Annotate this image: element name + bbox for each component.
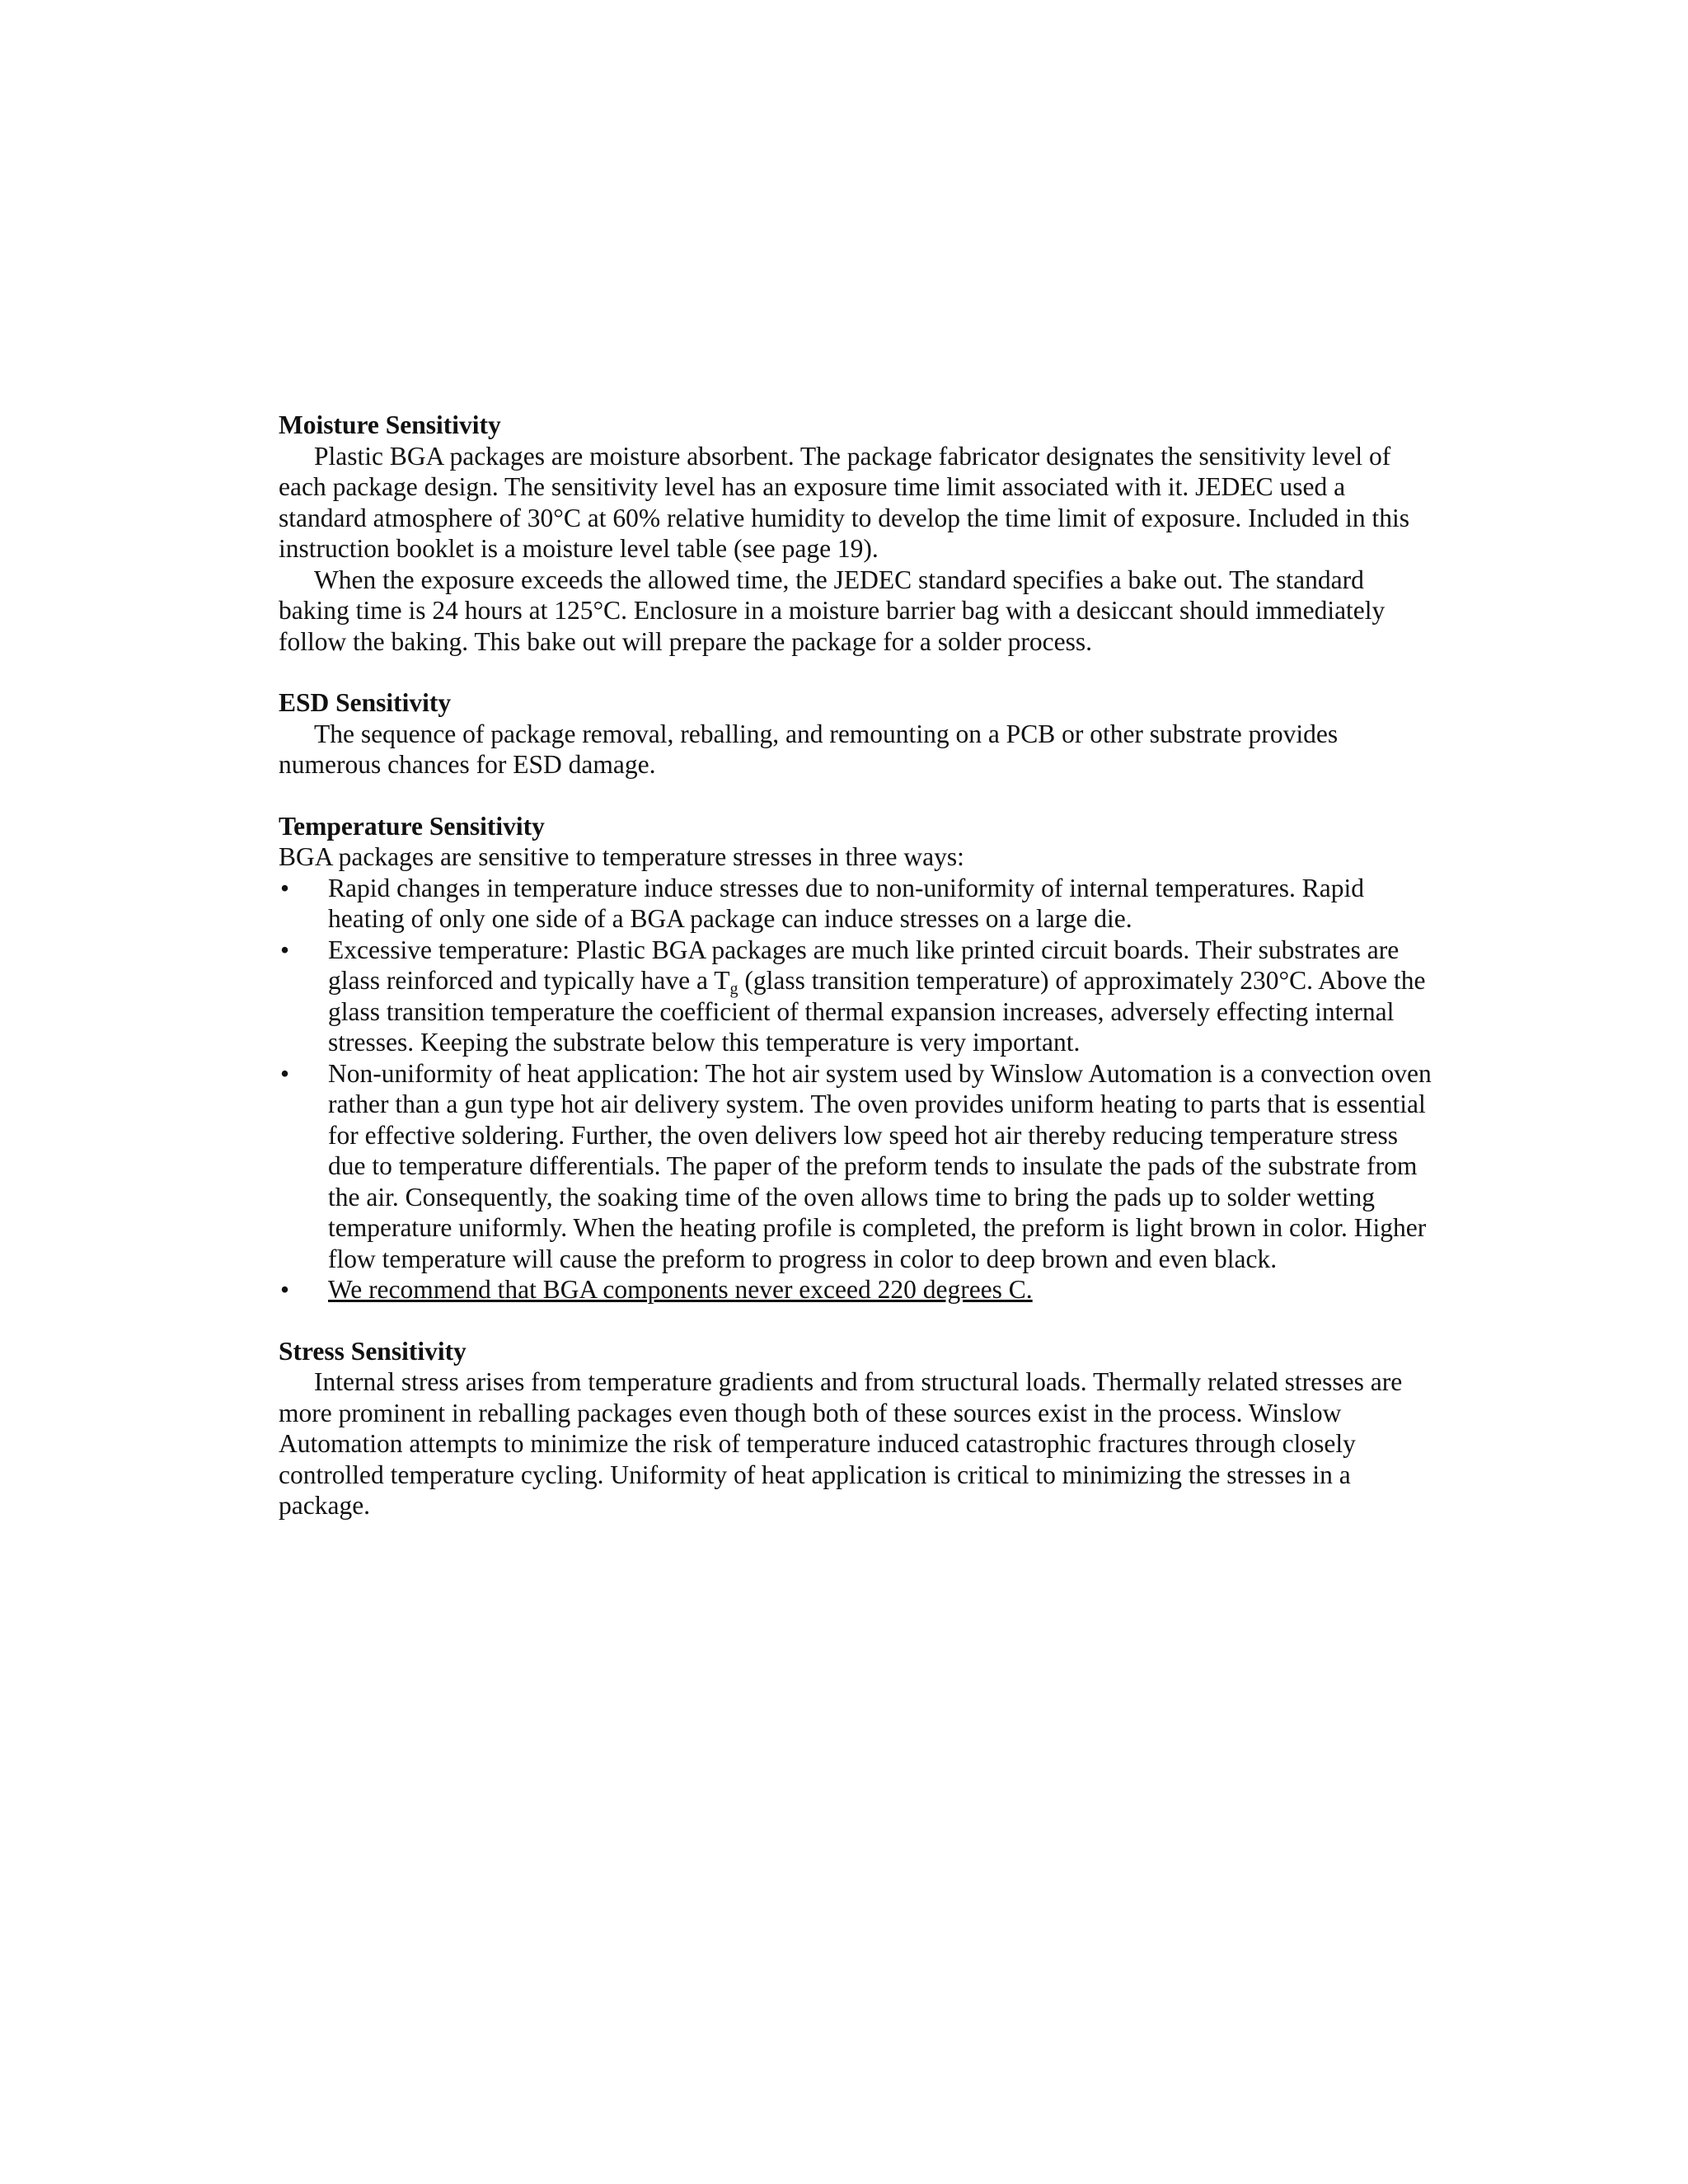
section-heading: Moisture Sensitivity bbox=[279, 410, 501, 439]
bullet-list bbox=[279, 873, 1432, 1305]
bullet-icon: • bbox=[280, 1058, 290, 1088]
bullet-icon: • bbox=[280, 1275, 290, 1304]
paragraph: The sequence of package removal, reballing, and remounting on a PCB or other substrate provides numerous chances for ESD damage. bbox=[279, 719, 1339, 779]
paragraph: BGA packages are sensitive to temperature stresses in three ways: bbox=[279, 842, 964, 871]
esd-section bbox=[279, 687, 1432, 780]
bullet-icon: • bbox=[280, 873, 290, 902]
bullet-icon: • bbox=[280, 935, 290, 964]
paragraph: Internal stress arises from temperature gradients and from structural loads. Thermally related stresses are more prominent in reballing packages even though both of these sources exist in the process. Winslow Automation attempts to minimize the risk of temperature induced catastrophic fractures through closely controlled temperature cycling. Uniformity of heat application is critical to minimizing the stresses in a package. bbox=[279, 1367, 1403, 1520]
moisture-section bbox=[279, 410, 1432, 657]
document-page bbox=[279, 410, 1432, 1552]
section-heading: ESD Sensitivity bbox=[279, 688, 452, 717]
paragraph: When the exposure exceeds the allowed time, the JEDEC standard specifies a bake out. The standard baking time is 24 hours at 125°C. Enclosure in a moisture barrier bag with a desiccant should immediately follow the baking. This bake out will prepare the package for a solder process. bbox=[279, 565, 1386, 656]
list-item-text-part: Excessive temperature: Plastic BGA packages are much like printed circuit boards. Their substrates are glass reinforced and typically have a T bbox=[328, 935, 1400, 995]
subscript: g bbox=[729, 980, 738, 998]
paragraph: Plastic BGA packages are moisture absorbent. The package fabricator designates the sensitivity level of each package design. The sensitivity level has an exposure time limit associated with it. JEDEC used a standard atmosphere of 30°C at 60% relative humidity to develop the time limit of exposure. Included in this instruction booklet is a moisture level table (see page 19). bbox=[279, 441, 1410, 563]
temperature-section bbox=[279, 811, 1432, 1305]
list-item-text-part: (glass transition temperature) of approximately 230°C. Above the glass transition temperature the coefficient of thermal expansion increases, adversely effecting internal stresses. Keeping the substrate below this temperature is very important. bbox=[328, 966, 1426, 1057]
list-item-text: Non-uniformity of heat application: The hot air system used by Winslow Automation is a convection oven rather than a gun type hot air delivery system. The oven provides uniform heating to parts that is essential for effective soldering. Further, the oven delivers low speed hot air thereby reducing temperature stress due to temperature differentials. The paper of the preform tends to insulate the pads of the substrate from the air. Consequently, the soaking time of the oven allows time to bring the pads up to solder wetting temperature uniformly. When the heating profile is completed, the preform is light brown in color. Higher flow temperature will cause the preform to progress in color to deep brown and even black. bbox=[328, 1058, 1432, 1273]
list-item bbox=[279, 873, 1432, 935]
stress-section bbox=[279, 1336, 1432, 1521]
section-heading: Stress Sensitivity bbox=[279, 1336, 467, 1366]
recommendation-text: We recommend that BGA components never exceed 220 degrees C. bbox=[328, 1275, 1033, 1304]
list-item bbox=[279, 1274, 1432, 1305]
list-item bbox=[279, 1058, 1432, 1275]
section-heading: Temperature Sensitivity bbox=[279, 811, 545, 841]
list-item-text: Rapid changes in temperature induce stresses due to non-uniformity of internal temperatures. Rapid heating of only one side of a BGA package can induce stresses on a large die. bbox=[328, 873, 1365, 933]
list-item bbox=[279, 935, 1432, 1058]
